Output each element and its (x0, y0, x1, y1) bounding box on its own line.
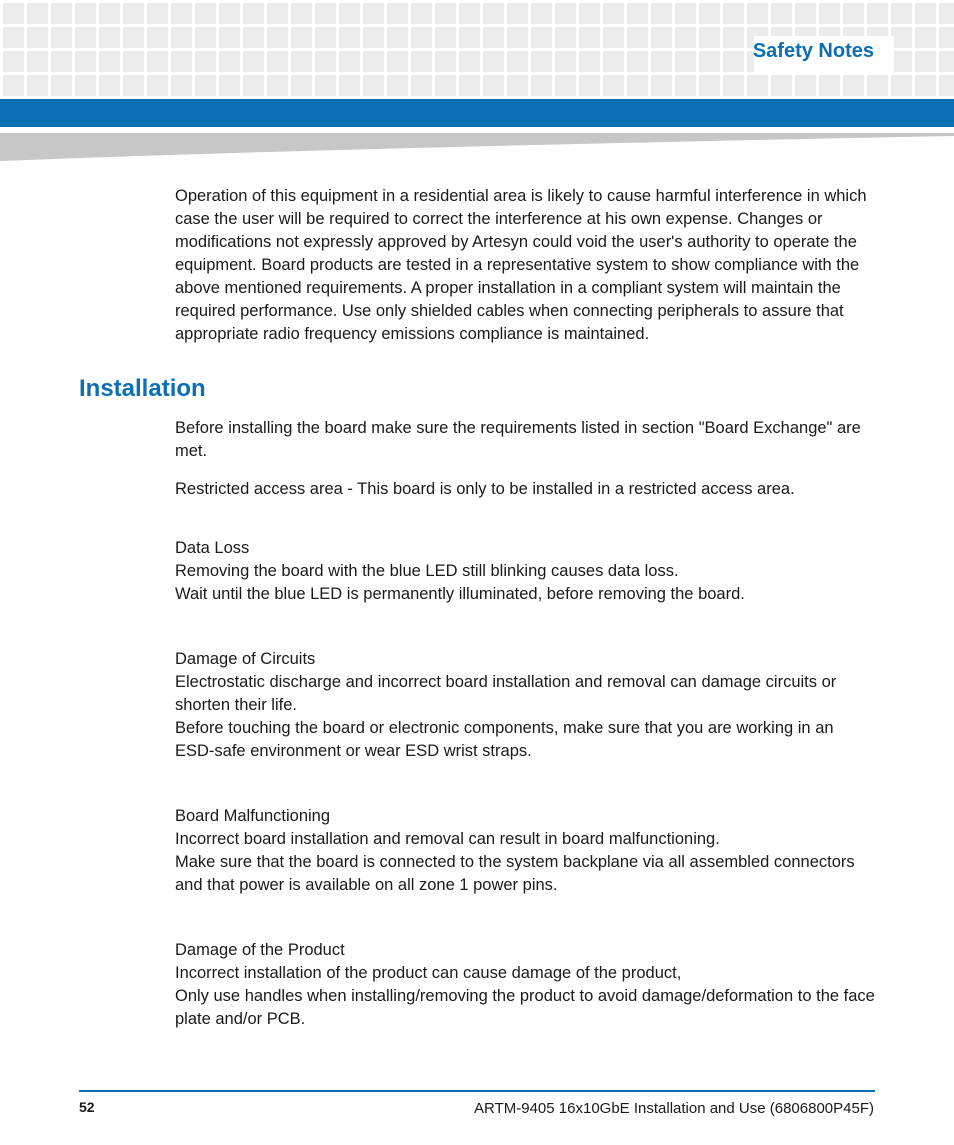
note-title: Damage of the Product (175, 941, 345, 959)
note-line: Incorrect board installation and removal can result in board malfunctioning. (175, 830, 720, 848)
note-data-loss (175, 537, 875, 606)
installation-heading: Installation (79, 375, 206, 402)
note-line: Before touching the board or electronic components, make sure that you are working in an ESD-safe environment or wear ESD wrist straps. (175, 719, 834, 760)
note-damage-of-the-product (175, 939, 875, 1031)
footer-divider (79, 1090, 875, 1092)
installation-paragraph-1: Before installing the board make sure the requirements listed in section "Board Exchange" are met. (175, 419, 861, 460)
note-line: Make sure that the board is connected to the system backplane via all assembled connectors and that power is available on all zone 1 power pins. (175, 853, 855, 894)
page-number: 52 (79, 1099, 95, 1115)
note-line: Incorrect installation of the product can cause damage of the product, (175, 964, 682, 982)
note-title: Board Malfunctioning (175, 807, 331, 825)
header-gray-swoosh (0, 127, 954, 167)
note-line: Only use handles when installing/removing the product to avoid damage/deformation to the face plate and/or PCB. (175, 987, 875, 1028)
installation-paragraph-2: Restricted access area - This board is only to be installed in a restricted access area. (175, 480, 795, 498)
intro-paragraph: Operation of this equipment in a residential area is likely to cause harmful interference in which case the user will be required to correct the interference at his own expense. Changes or modifications not expressly approved by Artesyn could void the user's authority to operate the equipment. Board products are tested in a representative system to show compliance with the above mentioned requirements. A proper installation in a compliant system will maintain the required performance. Use only shielded cables when connecting peripherals to assure that appropriate radio frequency emissions compliance is maintained. (175, 187, 867, 343)
note-title: Damage of Circuits (175, 650, 316, 668)
note-title: Data Loss (175, 539, 250, 557)
section-title: Safety Notes (752, 40, 874, 62)
note-line: Wait until the blue LED is permanently illuminated, before removing the board. (175, 585, 745, 603)
note-board-malfunctioning (175, 805, 875, 897)
note-line: Electrostatic discharge and incorrect board installation and removal can damage circuits or shorten their life. (175, 673, 837, 714)
document-title: ARTM-9405 16x10GbE Installation and Use (6806800P45F) (474, 1100, 874, 1117)
header-blue-bar (0, 99, 954, 127)
note-damage-of-circuits (175, 648, 875, 763)
note-line: Removing the board with the blue LED still blinking causes data loss. (175, 562, 679, 580)
